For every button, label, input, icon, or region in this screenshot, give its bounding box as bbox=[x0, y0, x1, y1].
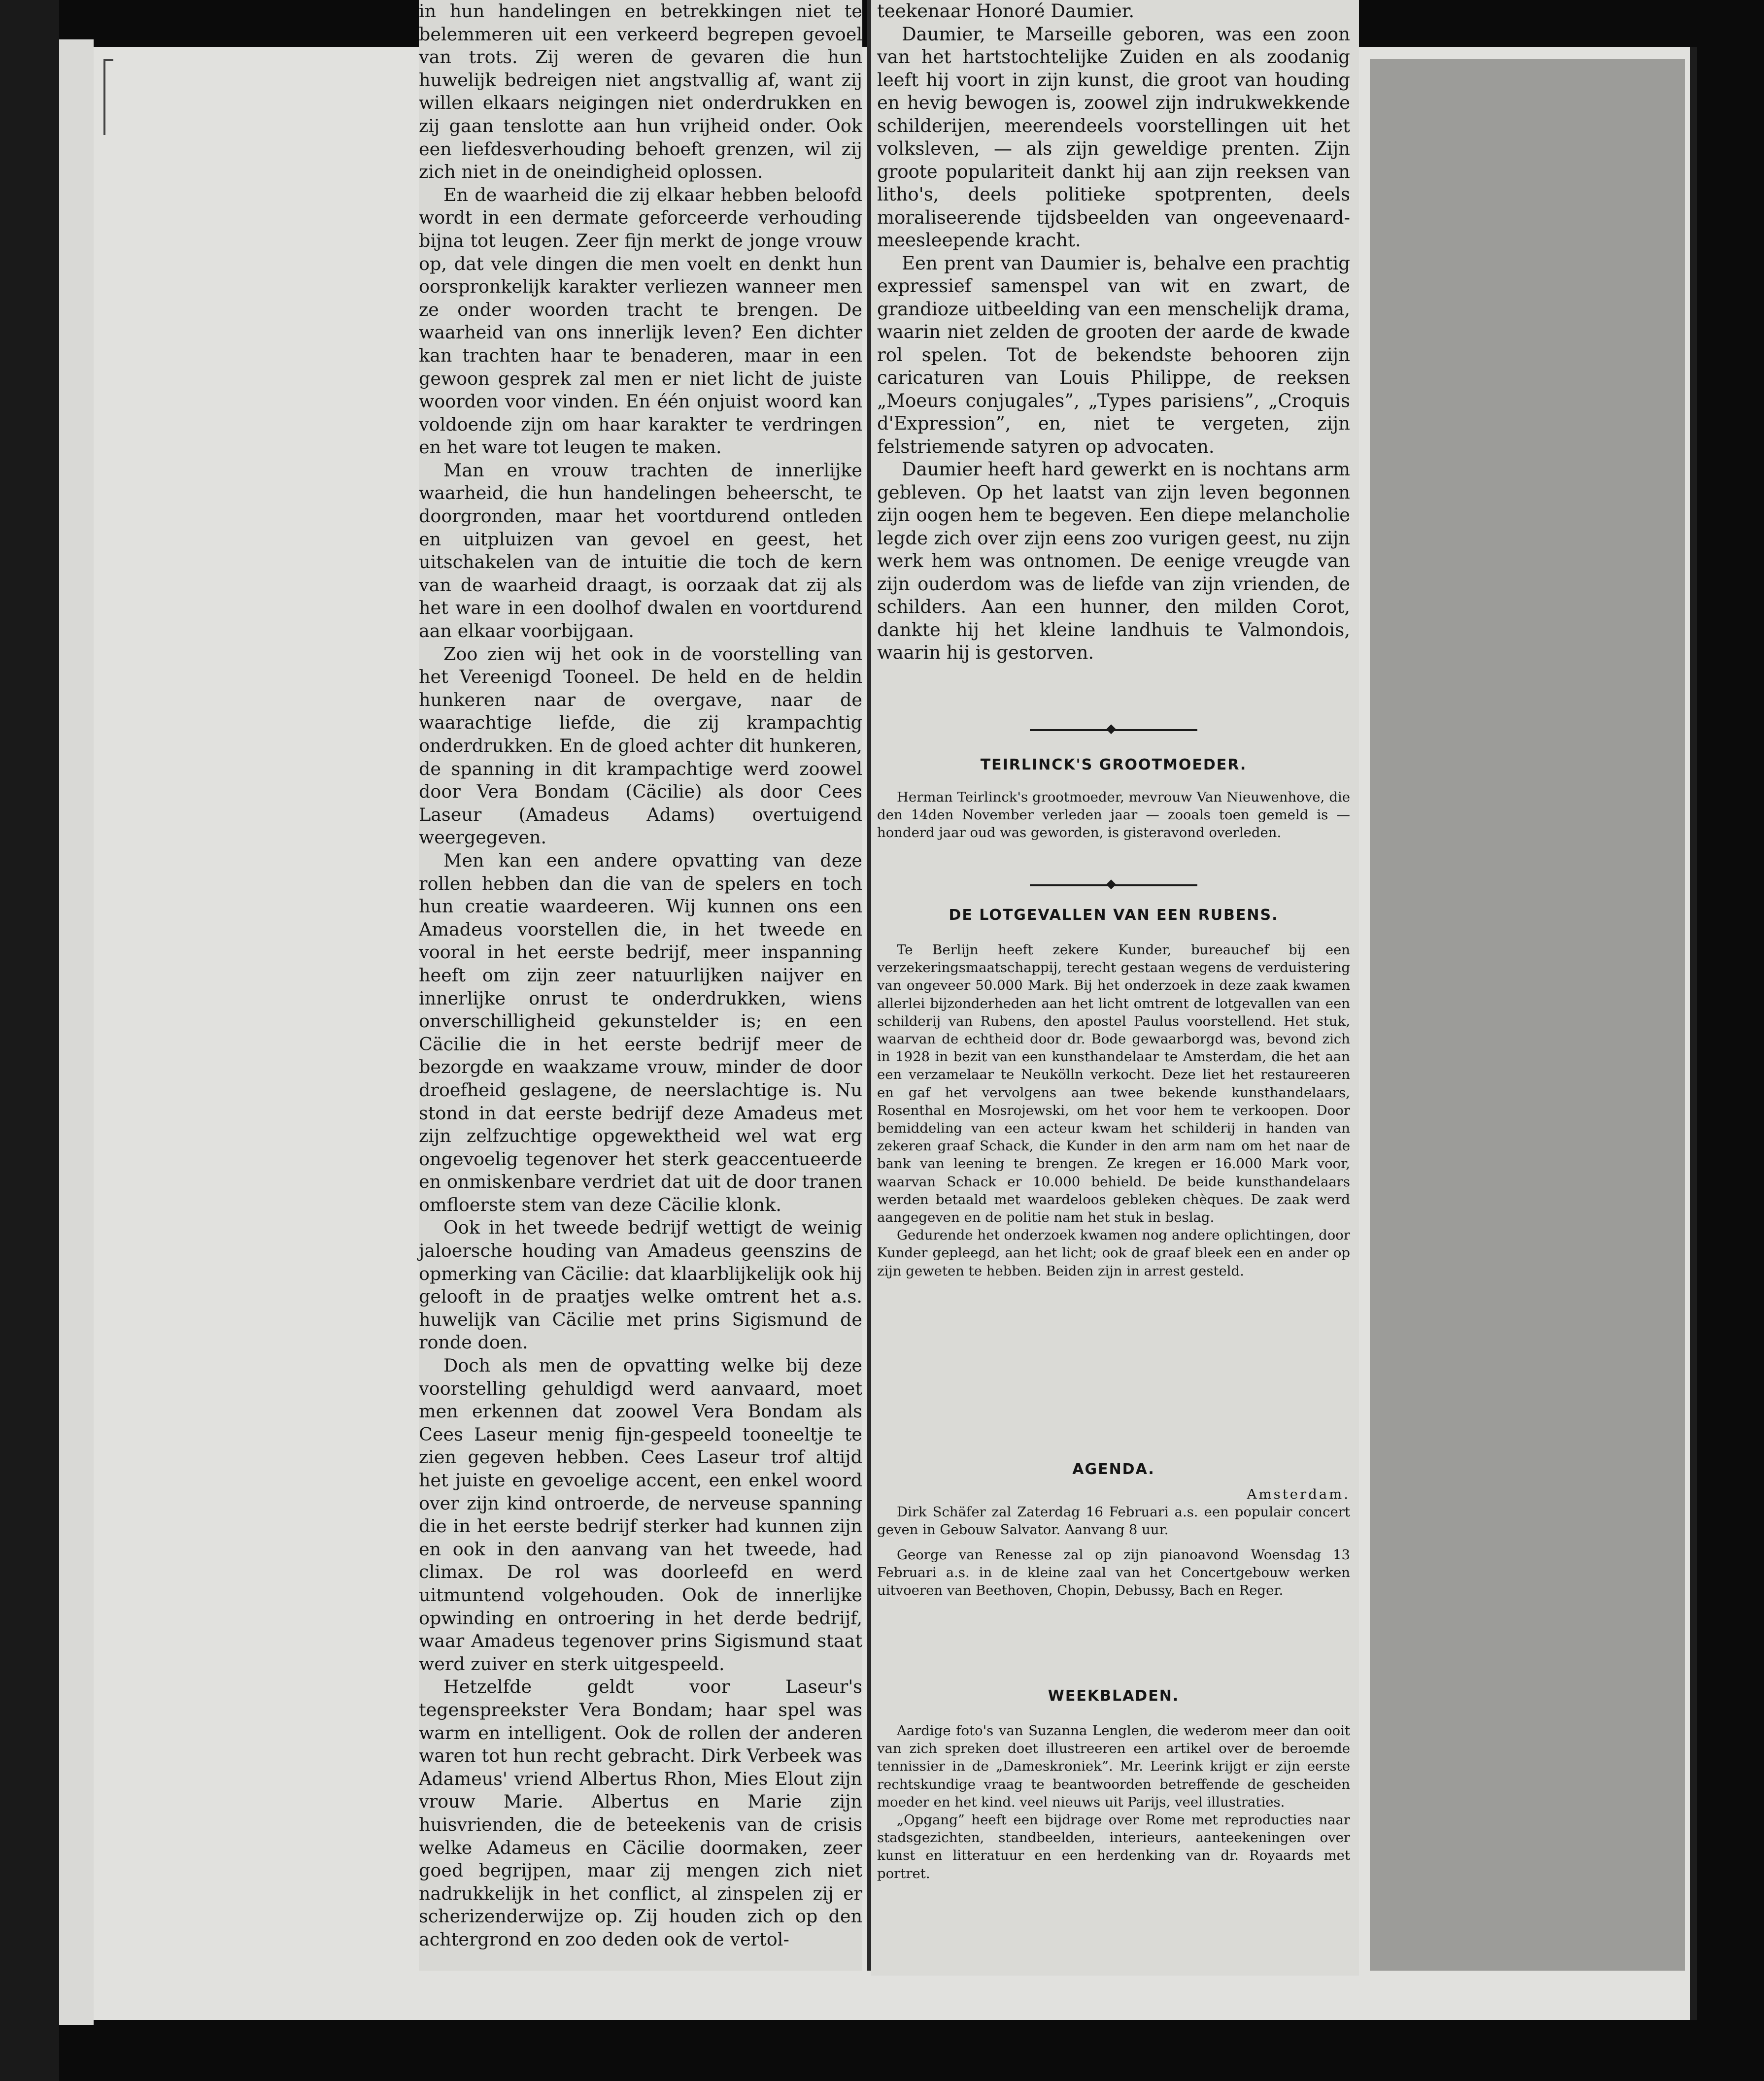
rubens-article bbox=[877, 941, 1350, 1280]
article-left-column bbox=[419, 0, 862, 1971]
right-paragraph: Een prent van Daumier is, behalve een prachtig expressief samenspel van wit en zwart, de grandioze uitbeelding van een menschelijk drama, waarin niet zelden de grooten der aarde de kwade rol spelen. Tot de bekendste behooren zijn caricaturen van Louis Philippe, de reeksen „Moeurs conjugales”, „Types parisiens”, „Croquis d'Expression”, en, niet te vergeten, zijn felstriemende satyren op advocaten. bbox=[877, 252, 1350, 457]
agenda-paragraph: Dirk Schäfer zal Zaterdag 16 Februari a.s. een populair concert geven in Gebouw Salvator. Aanvang 8 uur. bbox=[877, 1504, 1350, 1538]
agenda-place: Amsterdam. bbox=[1247, 1486, 1350, 1502]
left-paragraph: Zoo zien wij het ook in de voorstelling van het Vereenigd Tooneel. De held en de heldin hunkeren naar de overgave, naar de waarachtige liefde, die zij krampachtig onderdrukken. En de gloed achter dit hunkeren, de spanning in dit krampachtige werd zoowel door Vera Bondam (Cäcilie) als door Cees Laseur (Amadeus Adams) overtuigend weergegeven. bbox=[419, 643, 862, 848]
heading-rubens: DE LOTGEVALLEN VAN EEN RUBENS. bbox=[949, 906, 1279, 924]
weekbladen-article bbox=[877, 1722, 1350, 1882]
left-paragraph: En de waarheid die zij elkaar hebben beloofd wordt in een dermate geforceerde verhouding bijna tot leugen. Zeer fijn merkt de jonge vrouw op, dat vele dingen die men voelt en denkt hun oorspronkelijk karakter verliezen wanneer men ze onder woorden tracht te brengen. De waarheid van ons innerlijk leven? Een dichter kan trachten haar te benaderen, maar in een gewoon gesprek zal men er niet licht de juiste woorden voor vinden. En één onjuist woord kan voldoende zijn om haar karakter te verdringen en het ware tot leugen te maken. bbox=[419, 184, 862, 458]
section-divider bbox=[1030, 729, 1197, 731]
agenda-article bbox=[877, 1485, 1350, 1599]
agenda-paragraph: George van Renesse zal op zijn pianoavond Woensdag 13 Februari a.s. in de kleine zaal van het Concertgebouw werken uitvoeren van Beethoven, Chopin, Debussy, Bach en Reger. bbox=[877, 1546, 1350, 1599]
left-paragraph: Doch als men de opvatting welke bij deze voorstelling gehuldigd werd aanvaard, moet men erkennen dat zoowel Vera Bondam als Cees Laseur menig fijn-gespeeld tooneeltje te zien gegeven hebben. Cees Laseur trof altijd het juiste en gevoelige accent, een enkel woord over zijn kind ontroerde, de nerveuse spanning die in het eerste bedrijf sterker had kunnen zijn en ook in den aanvang van het tweede, had climax. De rol was doorleefd en werd uitmuntend volgehouden. Ook de innerlijke opwinding en ontroering in het derde bedrijf, waar Amadeus tegenover prins Sigismund staat werd zuiver en sterk uitgespeeld. bbox=[419, 1355, 862, 1675]
grootmoeder-body: Herman Teirlinck's grootmoeder, mevrouw Van Nieuwenhove, die den 14den November verleden jaar — zooals toen gemeld is — honderd jaar oud was geworden, is gisteravond overleden. bbox=[877, 789, 1350, 841]
weekbladen-paragraph: „Opgang” heeft een bijdrage over Rome met reproducties naar stadsgezichten, standbeelden, interieurs, aanteekeningen over kunst en litteratuur en een herdenking van dr. Royaards met portret. bbox=[877, 1812, 1350, 1881]
heading-agenda: AGENDA. bbox=[1072, 1461, 1155, 1478]
daumier-article bbox=[877, 0, 1350, 665]
film-edge-left bbox=[0, 0, 59, 2081]
mount-edge-left bbox=[59, 39, 94, 2025]
section-divider bbox=[1030, 884, 1197, 886]
column-rule bbox=[867, 0, 871, 1971]
right-paragraph: Daumier heeft hard gewerkt en is nochtans arm gebleven. Op het laatst van zijn leven begonnen zijn oogen hem te begeven. Een diepe melancholie legde zich over zijn eens zoo vurigen geest, nu zijn werk hem was ontnomen. De eenige vreugde van zijn ouderdom was de liefde van zijn vrienden, de schilders. Aan een hunner, den milden Corot, dankte hij het kleine landhuis te Valmondois, waarin hij is gestorven. bbox=[877, 459, 1350, 663]
right-paragraph: teekenaar Honoré Daumier. bbox=[877, 0, 1135, 22]
left-paragraph: Ook in het tweede bedrijf wettigt de weinig jaloersche houding van Amadeus geenszins de opmerking van Cäcilie: dat klaarblijkelijk ook hij gelooft in de praatjes welke omtrent het a.s. huwelijk van Cäcilie met prins Sigismund de ronde doen. bbox=[419, 1217, 862, 1353]
heading-weekbladen: WEEKBLADEN. bbox=[1048, 1687, 1180, 1705]
rubens-paragraph: Gedurende het onderzoek kwamen nog andere oplichtingen, door Kunder gepleegd, aan het licht; ook de graaf bleek een en ander op zijn geweten te hebben. Beiden zijn in arrest gesteld. bbox=[877, 1227, 1350, 1279]
mount-corner-mark bbox=[103, 59, 113, 135]
rubens-paragraph: Te Berlijn heeft zekere Kunder, bureauchef bij een verzekeringsmaatschappij, terecht gestaan wegens de verduistering van ongeveer 50.000 Mark. Bij het onderzoek in deze zaak kwamen allerlei bijzonderheden aan het licht omtrent de lotgevallen van een schilderij van Rubens, den apostel Paulus voorstellend. Het stuk, waarvan de echtheid door dr. Bode gewaarborgd was, bevond zich in 1928 in bezit van een kunsthandelaar te Amsterdam, die het aan een verzamelaar te Neukölln verkocht. Deze liet het restaureeren en gaf het vervolgens aan twee bekende kunsthandelaars, Rosenthal en Mosrojewski, om het voor hem te verkoopen. Door bemiddeling van een acteur kwam het schilderij in handen van zekeren graaf Schack, die Kunder in den arm nam om het naar de bank van leening te brengen. Ze kregen er 16.000 Mark voor, waarvan Schack er 10.000 behield. De beide kunsthandelaars werden betaald met waardeloos gebleken chèques. De zaak werd aangegeven en de politie nam het stuk in beslag. bbox=[877, 942, 1350, 1226]
heading-grootmoeder: TEIRLINCK'S GROOTMOEDER. bbox=[980, 756, 1247, 773]
weekbladen-paragraph: Aardige foto's van Suzanna Lenglen, die wederom meer dan ooit van zich spreken doet illustreeren een artikel over de beroemde tennissier in de „Dameskroniek”. Mr. Leerink krijgt er zijn eerste rechtskundige vraag te beantwoorden betreffende de gescheiden moeder en het kind. veel nieuws uit Parijs, veel illustraties. bbox=[877, 1723, 1350, 1810]
right-paragraph: Daumier, te Marseille geboren, was een zoon van het hartstochtelijke Zuiden en als zoodanig leeft hij voort in zijn kunst, die groot van houding en hevig bewogen is, zoowel zijn indrukwekkende schilderijen, meerendeels voorstellingen uit het volksleven, — als zijn geweldige prenten. Zijn groote populariteit dankt hij aan zijn reeksen van litho's, deels politieke spotprenten, deels moraliseerende tijdsbeelden van ongeevenaard-meesleepende kracht. bbox=[877, 23, 1350, 251]
left-paragraph: Man en vrouw trachten de innerlijke waarheid, die hun handelingen beheerscht, te doorgronden, maar het voortdurend ontleden en uitpluizen van gevoel en geest, het uitschakelen van de intuitie die toch de kern van de waarheid draagt, is oorzaak dat zij als het ware in een doolhof dwalen en voortdurend aan elkaar voorbijgaan. bbox=[419, 459, 862, 642]
backing-sheet-right bbox=[1370, 59, 1685, 1971]
grootmoeder-article bbox=[877, 788, 1350, 842]
left-paragraph: in hun handelingen en betrekkingen niet te belemmeren uit een verkeerd begrepen gevoel van trots. Zij weren de gevaren die hun huwelijk bedreigen niet angstvallig af, want zij willen elkaars neigingen niet onderdrukken en zij gaan tenslotte aan hun vrijheid onder. Ook een liefdesverhouding behoeft grenzen, wil zij zich niet in de oneindigheid oplossen. bbox=[419, 0, 862, 183]
left-paragraph: Hetzelfde geldt voor Laseur's tegenspreekster Vera Bondam; haar spel was warm en intelligent. Ook de rollen der anderen waren tot hun recht gebracht. Dirk Verbeek was Adameus' vriend Albertus Rhon, Mies Elout zijn vrouw Marie. Albertus en Marie zijn huisvrienden, die de beteekenis van de crisis welke Adameus en Cäcilie doormaken, zeer goed begrijpen, maar zij mengen zich niet nadrukkelijk in het conflict, al zinspelen zij er scherizenderwijze op. Zij houden zich op den achtergrond en zoo deden ook de vertol- bbox=[419, 1676, 862, 1950]
left-paragraph: Men kan een andere opvatting van deze rollen hebben dan die van de spelers en toch hun creatie waardeeren. Wij kunnen ons een Amadeus voorstellen die, in het tweede en vooral in het eerste bedrijf, meer inspanning heeft om zijn zeer natuurlijken naijver en innerlijke onrust te onderdrukken, wiens onverschilligheid gekunstelder is; en een Cäcilie die in het eerste bedrijf meer de bezorgde en waakzame vrouw, minder de door droefheid geslagene, de neerslachtige is. Nu stond in dat eerste bedrijf deze Amadeus met zijn zelfzuchtige opgewektheid wel wat erg ongevoelig tegenover het sterk geaccentueerde en onmiskenbare verdriet dat uit de door tranen omfloerste stem van deze Cäcilie klonk. bbox=[419, 849, 862, 1215]
